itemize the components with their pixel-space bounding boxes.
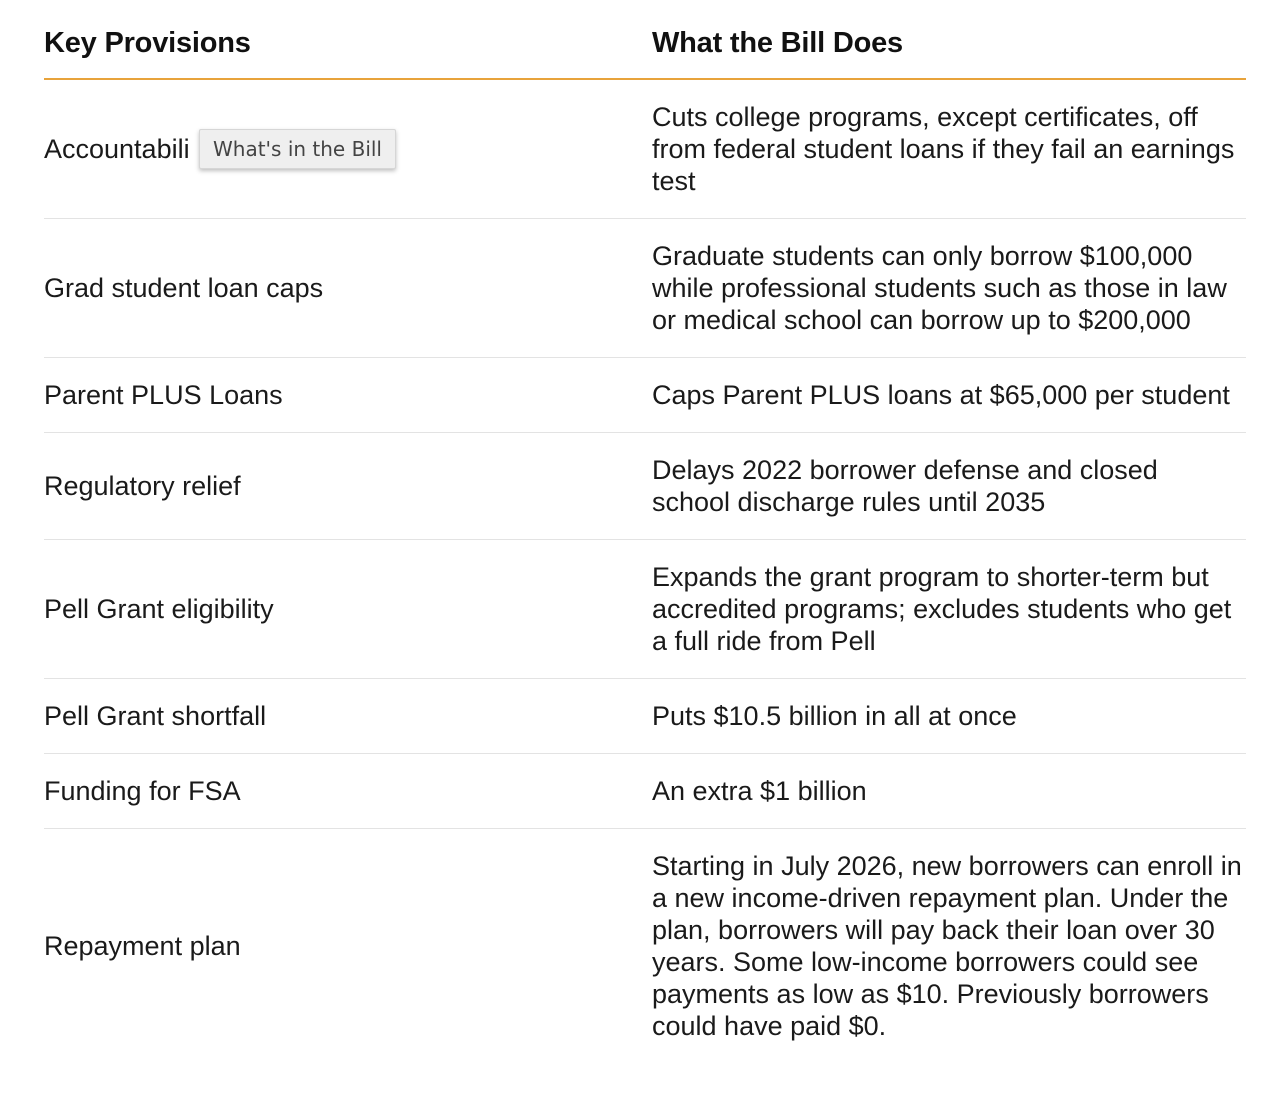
column-header-description: What the Bill Does	[652, 0, 1246, 79]
table-row	[44, 219, 1246, 358]
description-cell: Delays 2022 borrower defense and closed school discharge rules until 2035	[652, 433, 1246, 540]
provisions-table-container	[44, 0, 1246, 1063]
provision-cell: Funding for FSA	[44, 754, 652, 829]
description-cell: An extra $1 billion	[652, 754, 1246, 829]
provision-label: Accountabili	[44, 134, 190, 164]
description-cell: Cuts college programs, except certificates, off from federal student loans if they fail an earnings test	[652, 79, 1246, 219]
provision-cell: Pell Grant shortfall	[44, 679, 652, 754]
description-cell: Expands the grant program to shorter-term but accredited programs; excludes students who get a full ride from Pell	[652, 540, 1246, 679]
description-cell: Puts $10.5 billion in all at once	[652, 679, 1246, 754]
provision-cell: Parent PLUS Loans	[44, 358, 652, 433]
table-row	[44, 679, 1246, 754]
table-row	[44, 433, 1246, 540]
description-cell: Graduate students can only borrow $100,000 while professional students such as those in law or medical school can borrow up to $200,000	[652, 219, 1246, 358]
table-row	[44, 79, 1246, 219]
provision-cell: Repayment plan	[44, 931, 241, 961]
column-header-provisions: Key Provisions	[44, 0, 652, 79]
table-header-row	[44, 0, 1246, 79]
provision-cell: Grad student loan caps	[44, 219, 652, 358]
description-cell: Caps Parent PLUS loans at $65,000 per student	[652, 358, 1246, 433]
table-row	[44, 829, 1246, 1064]
description-cell: Starting in July 2026, new borrowers can enroll in a new income-driven repayment plan. Under the plan, borrowers will pay back their loan over 30 years. Some low-income borrowers could see payments as low as $10. Previously borrowers could have paid $0.	[652, 851, 1242, 1041]
provision-cell: Pell Grant eligibility	[44, 540, 652, 679]
table-row	[44, 540, 1246, 679]
table-row	[44, 358, 1246, 433]
table-row	[44, 754, 1246, 829]
tooltip: What's in the Bill	[199, 129, 396, 169]
provision-cell	[44, 79, 652, 219]
provision-cell: Regulatory relief	[44, 433, 652, 540]
provisions-table	[44, 0, 1246, 1063]
